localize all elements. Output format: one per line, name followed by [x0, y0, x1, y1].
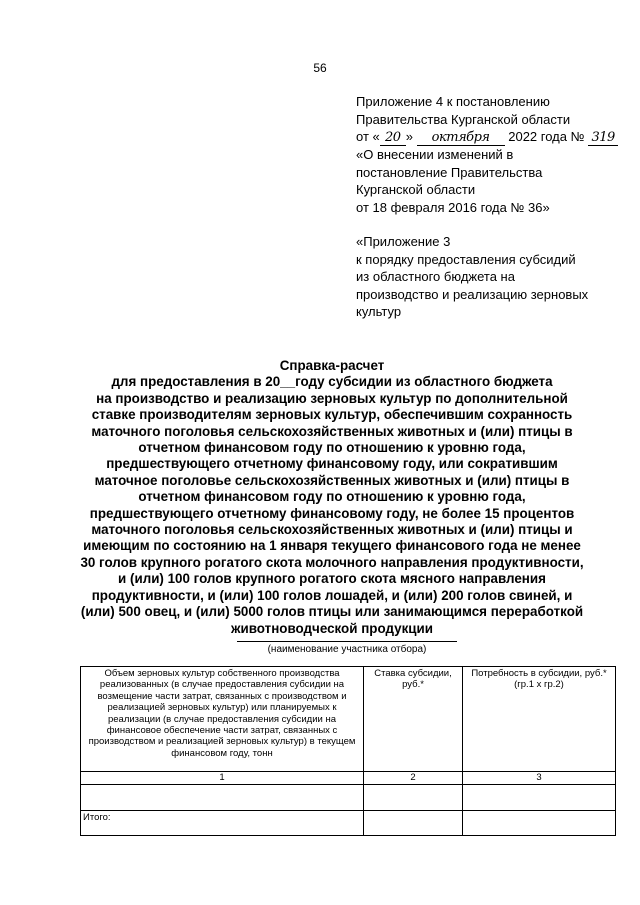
title-line: продуктивности, и (или) 100 голов лошадей, и (или) 200 голов свиней, и — [91, 587, 573, 603]
from-prefix: от « — [356, 129, 380, 144]
appendix-line-4: «О внесении изменений в — [356, 147, 514, 162]
title-line: маточного поголовья сельскохозяйственных животных и (или) птицы в — [91, 423, 573, 439]
need-cell — [463, 785, 616, 811]
column-number-1: 1 — [81, 772, 364, 785]
appendix-line-7: от 18 февраля 2016 года № 36» — [356, 199, 550, 215]
header-rate: Ставка субсидии, руб.* — [364, 667, 463, 772]
year-text: 2022 года № — [508, 129, 585, 144]
table-row — [81, 785, 616, 811]
title-line: на производство и реализацию зерновых культур по дополнительной — [96, 390, 568, 406]
annex-line-5: культур — [356, 304, 402, 319]
title-line: предшествующего отчетному финансовому году, или сократившим — [106, 456, 558, 472]
appendix-line-5: постановление Правительства — [356, 164, 543, 180]
title-line: имеющим по состоянию на 1 января текущего финансового года не менее — [83, 538, 581, 554]
appendix-date-line — [356, 128, 626, 146]
handwritten-month: октября — [417, 131, 505, 146]
title-line: маточного поголовья сельскохозяйственных животных и (или) птицы и — [91, 522, 573, 538]
annex-line-2: к порядку предоставления субсидий — [356, 251, 576, 267]
column-number-2: 2 — [364, 772, 463, 785]
title-line: животноводческой продукции — [231, 620, 433, 636]
column-number-3: 3 — [463, 772, 616, 785]
rate-cell — [364, 785, 463, 811]
volume-cell — [81, 785, 364, 811]
total-rate-cell — [364, 811, 463, 836]
header-volume: Объем зерновых культур собственного производства реализованных (в случае предоставления субсидии на возмещение части затрат, связанных с производством и реализацией зерновых культур) или планируемых к реализации (в случае предоставления субсидии на финансовое обеспечение части затрат, связанных с производством и реализацией зерновых культур) в текущем финансовом году, тонн — [81, 667, 364, 772]
appendix-line-6: Курганской области — [356, 182, 476, 197]
page-number: 56 — [313, 61, 327, 75]
annex-line-4: производство и реализацию зерновых — [356, 286, 589, 302]
title-line: для предоставления в 20__году субсидии из областного бюджета — [111, 374, 553, 390]
title-line: маточное поголовье сельскохозяйственных животных и (или) птицы в — [94, 472, 570, 488]
appendix-line-1: Приложение 4 к постановлению — [356, 94, 550, 109]
quote-close: » — [405, 129, 413, 144]
calculation-table — [80, 666, 616, 836]
total-label: Итого: — [81, 811, 364, 836]
title-line: и (или) 100 голов крупного рогатого скота мясного направления — [118, 571, 546, 587]
participant-name-label: (наименование участника отбора) — [237, 641, 457, 655]
annex-line-3: из областного бюджета на — [356, 269, 515, 284]
title-line: отчетном финансовом году по отношению к уровню года, — [138, 489, 526, 505]
title-line: отчетном финансовом году по отношению к уровню года, — [138, 440, 526, 456]
title-line: 30 голов крупного рогатого скота молочного направления продуктивности, — [80, 554, 584, 570]
total-row — [81, 811, 616, 836]
table-header-row — [81, 667, 616, 772]
appendix-line-2: Правительства Курганской области — [356, 111, 571, 127]
title-line: Справка-расчет — [279, 358, 385, 373]
title-line: предшествующего отчетному финансовому году, не более 15 процентов — [89, 505, 575, 521]
handwritten-number: 319 — [588, 131, 618, 146]
column-number-row — [81, 772, 616, 785]
title-line: ставке производителям зерновых культур, обеспечившим сохранность — [91, 407, 573, 423]
handwritten-day: 20 — [380, 131, 406, 146]
document-title — [62, 358, 602, 637]
total-need-cell — [463, 811, 616, 836]
title-line: (или) 500 овец, и (или) 5000 голов птицы или занимающимся переработкой — [80, 604, 584, 620]
appendix-block — [356, 93, 626, 321]
annex-line-1: «Приложение 3 — [356, 234, 451, 249]
header-need: Потребность в субсидии, руб.* (гр.1 х гр.2) — [463, 667, 616, 772]
